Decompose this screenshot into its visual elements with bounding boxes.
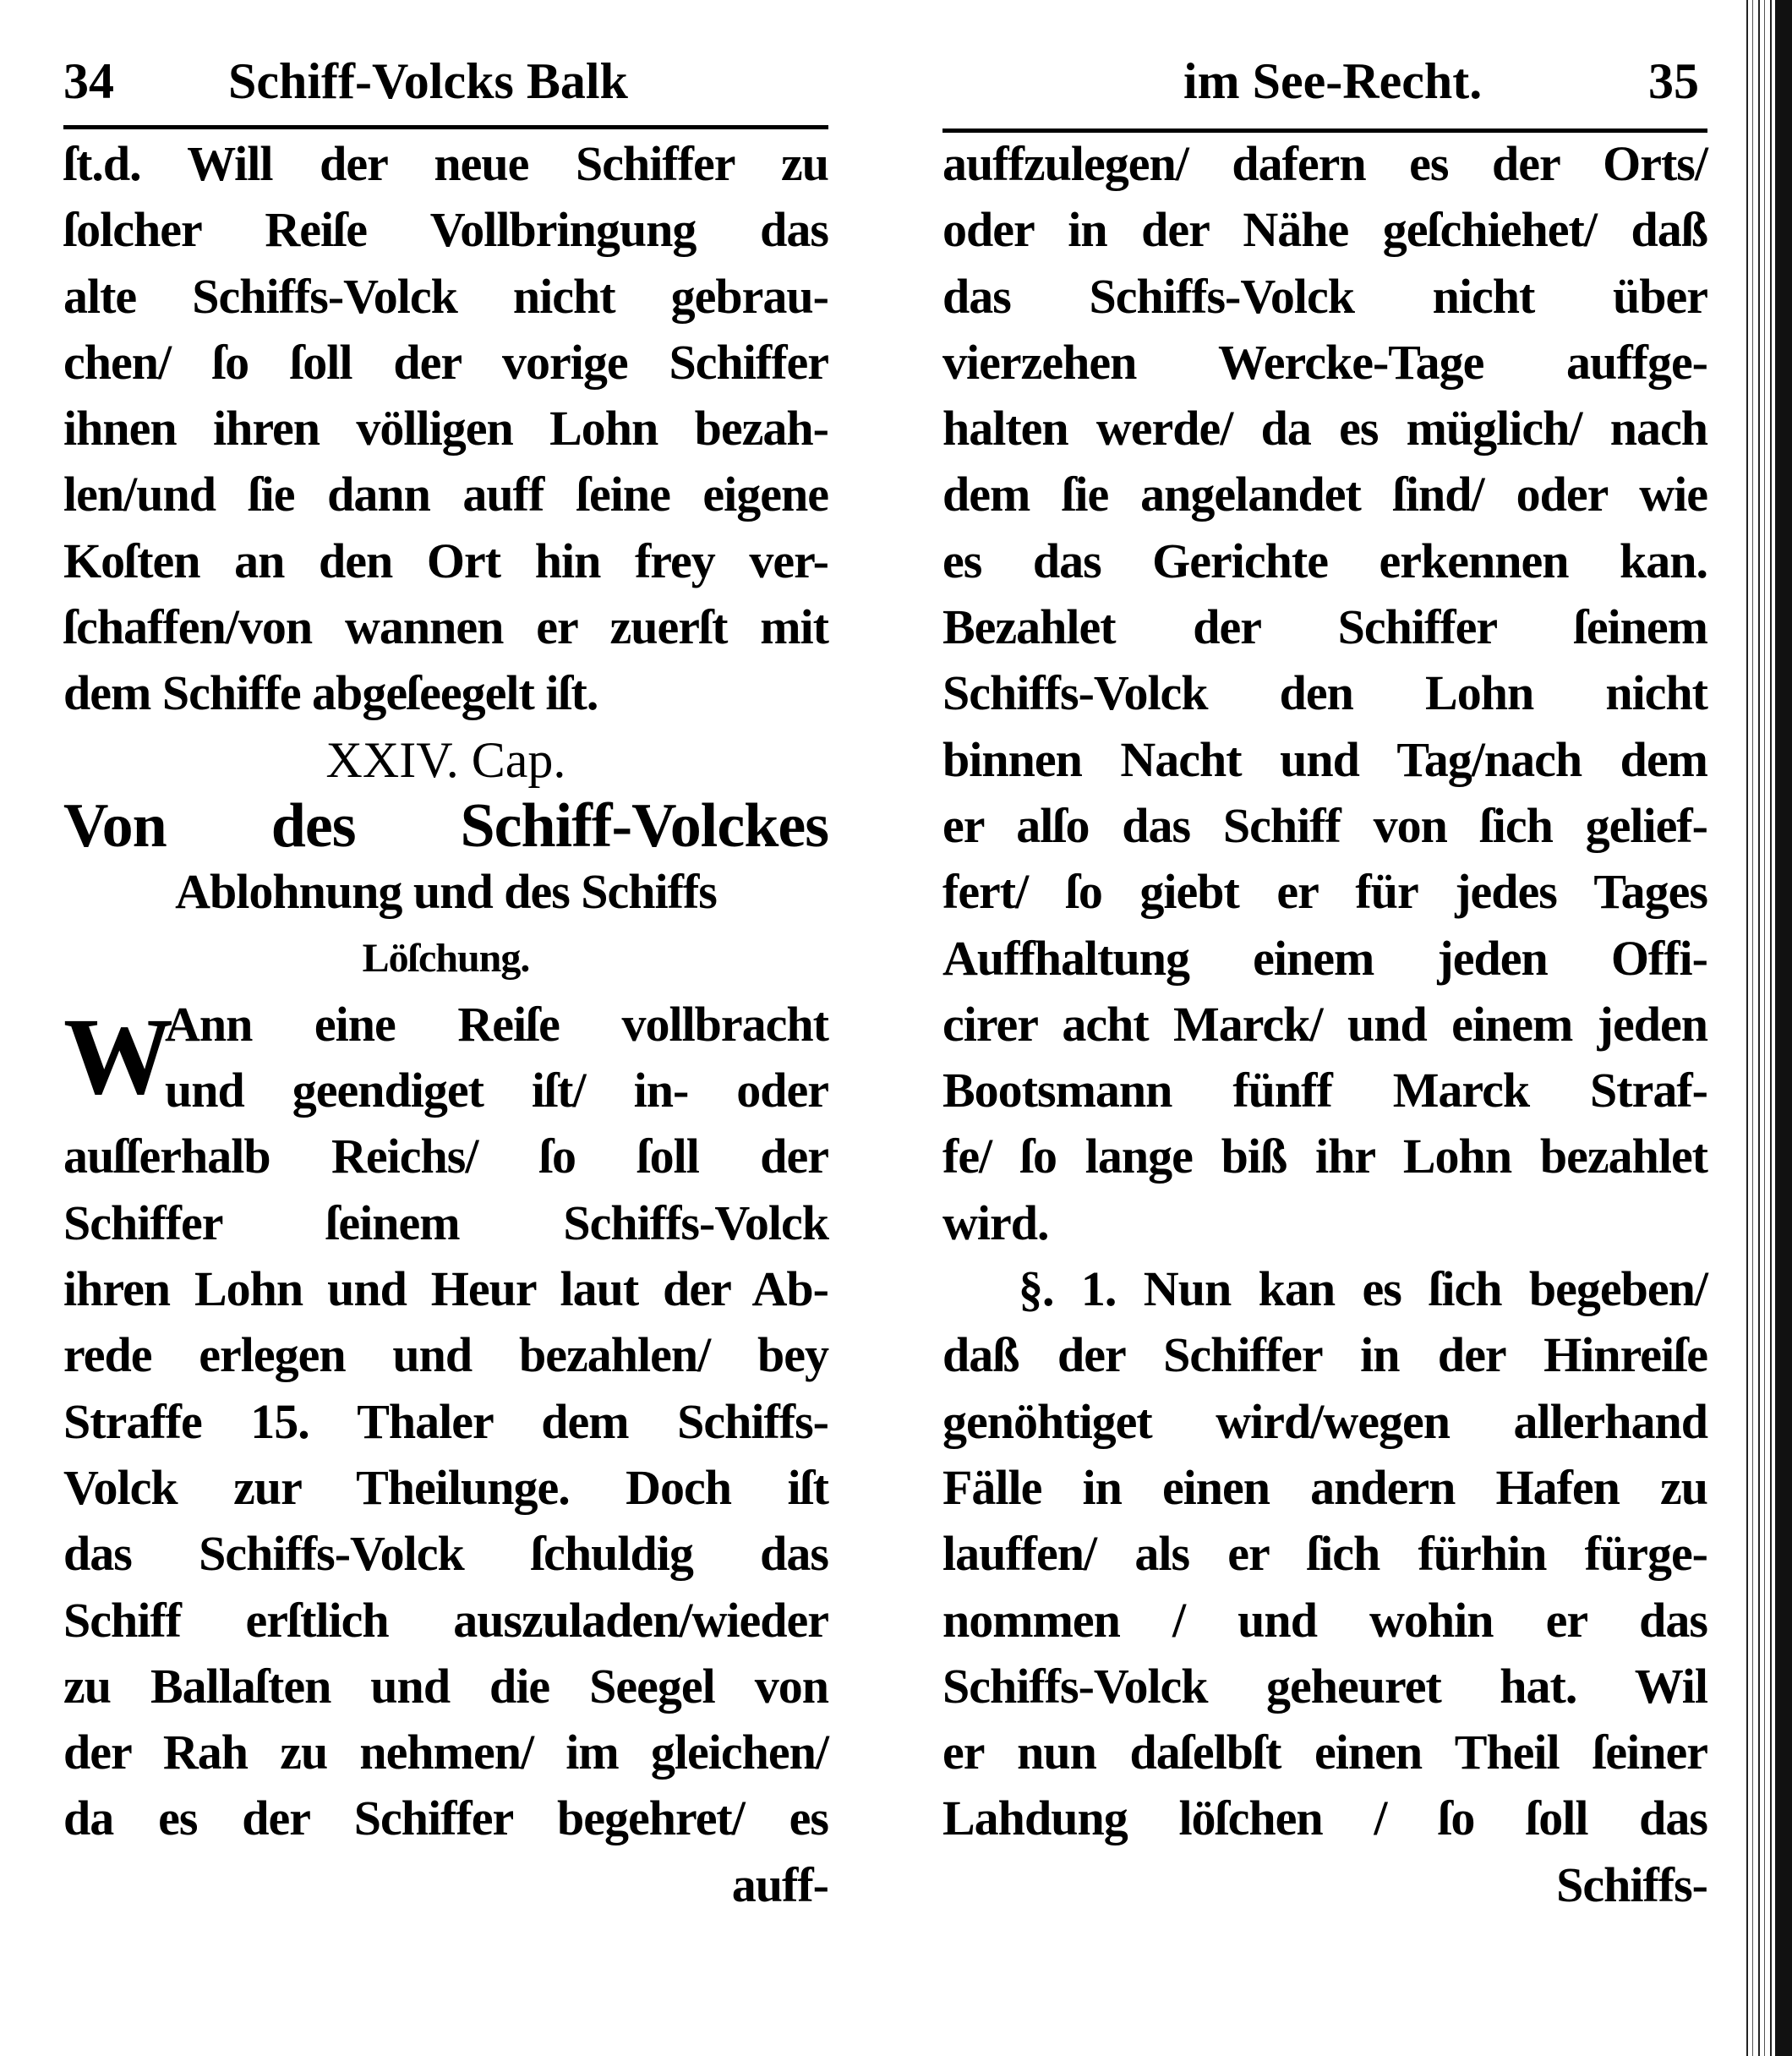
left-text-column [63,131,828,1918]
text-line: fe/ ſo lange biß ihr Lohn bezahlet [942,1129,1707,1184]
text-line: binnen Nacht und Tag/nach dem [942,731,1707,787]
text-line: Schiffs-Volck geheuret hat. Wil [942,1658,1707,1714]
text-line: ſolcher Reiſe Vollbringung das [63,202,828,258]
text-line: §. 1. Nun kan es ſich begeben/ [1019,1261,1707,1317]
text-line: genöhtiget wird/wegen allerhand [942,1393,1707,1449]
text-line: XXIV. Cap. [325,731,566,788]
text-line: lauffen/ als er ſich fürhin fürge- [942,1526,1707,1582]
text-line: er nun daſelbſt einen Theil ſeiner [942,1725,1707,1780]
text-line: Löſchung. [362,935,530,981]
text-line: Von des Schiff-Volckes [63,790,828,861]
text-line: der Rah zu nehmen/ im gleichen/ [63,1725,828,1780]
page-number-right: 35 [1648,53,1699,109]
text-line: und geendiget iſt/ in- oder [165,1063,828,1118]
text-line: Schiffs- [1556,1856,1707,1912]
text-line: dem ſie angelandet ſind/ oder wie [942,467,1707,522]
running-head-left: Schiff-Volcks Balk [228,53,628,109]
text-line: chen/ ſo ſoll der vorige Schiffer [63,334,828,390]
text-line: da es der Schiffer begehret/ es [63,1791,828,1846]
text-line: ſchaffen/von wannen er zuerſt mit [63,599,828,655]
text-line: oder in der Nähe geſchiehet/ daß [942,202,1707,258]
text-line: ſt.d. Will der neue Schiffer zu [63,136,828,191]
text-line: Volck zur Theilunge. Doch iſt [63,1459,828,1515]
text-line: auff- [731,1856,828,1912]
text-line: er alſo das Schiff von ſich gelief- [942,797,1707,853]
text-line: zu Ballaſten und die Seegel von [63,1658,828,1714]
text-line: Fälle in einen andern Hafen zu [942,1459,1707,1515]
text-line: es das Gerichte erkennen kan. [942,533,1707,588]
text-line: Straffe 15. Thaler dem Schiffs- [63,1393,828,1449]
text-line: dem Schiffe abgeſeegelt iſt. [63,665,598,721]
text-line: ihren Lohn und Heur laut der Ab- [63,1261,828,1317]
text-line: auſſerhalb Reichs/ ſo ſoll der [63,1129,828,1184]
text-line: Ablohnung und des Schiffs [175,864,717,920]
page-number-left: 34 [63,53,114,109]
header-rule-left [63,125,828,129]
text-line: nommen / und wohin er das [942,1592,1707,1648]
text-line: Bezahlet der Schiffer ſeinem [942,599,1707,655]
text-line: Lahdung löſchen / ſo ſoll das [942,1791,1707,1846]
text-line: cirer acht Marck/ und einem jeden [942,996,1707,1052]
text-line: wird. [942,1195,1049,1250]
text-line: halten werde/ da es müglich/ nach [942,401,1707,457]
text-line: das Schiffs-Volck nicht über [942,268,1707,324]
text-line: Ann eine Reiſe vollbracht [165,996,828,1052]
text-line: fert/ ſo giebt er für jedes Tages [942,864,1707,920]
text-line: vierzehen Wercke-Tage auffge- [942,334,1707,390]
text-line: Schiff erſtlich auszuladen/wieder [63,1592,828,1648]
text-line: Schiffer ſeinem Schiffs-Volck [63,1195,828,1250]
text-line: das Schiffs-Volck ſchuldig das [63,1526,828,1582]
text-line: Auffhaltung einem jeden Offi- [942,930,1707,986]
text-line: ihnen ihren völligen Lohn bezah- [63,401,828,457]
text-line: alte Schiffs-Volck nicht gebrau- [63,268,828,324]
text-line: auffzulegen/ dafern es der Orts/ [942,136,1707,191]
text-line: Schiffs-Volck den Lohn nicht [942,665,1707,721]
text-line: daß der Schiffer in der Hinreiſe [942,1327,1707,1383]
drop-cap: W [63,996,173,1118]
text-line: Bootsmann fünff Marck Straf- [942,1063,1707,1118]
text-line: Koſten an den Ort hin frey ver- [63,533,828,588]
page-edge-shadow [1775,0,1792,2056]
right-text-column [942,131,1707,1918]
text-line: len/und ſie dann auff ſeine eigene [63,467,828,522]
text-line: rede erlegen und bezahlen/ bey [63,1327,828,1383]
running-head-right: im See-Recht. [1183,53,1483,109]
